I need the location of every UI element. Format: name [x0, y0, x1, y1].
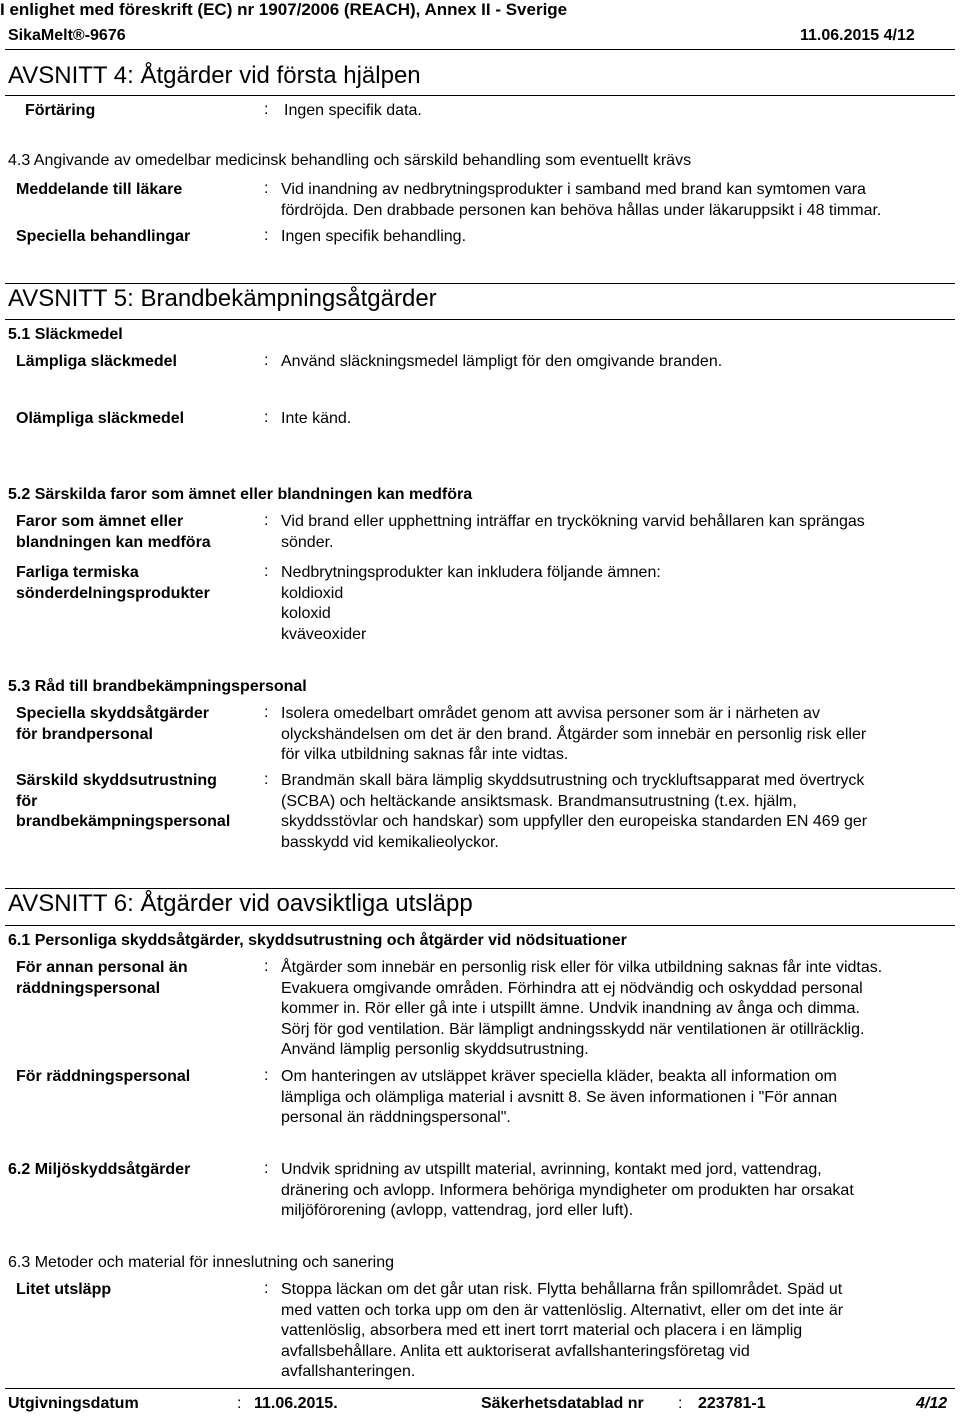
small-spill-colon: :	[264, 1280, 269, 1297]
thermal-products-value: Nedbrytningsprodukter kan inkludera följande ämnen: koldioxid koloxid kväveoxider	[281, 564, 661, 643]
hazards-value: Vid brand eller upphettning inträffar en tryckökning varvid behållaren kan sprängas sönder.	[281, 513, 865, 551]
regulation-header: I enlighet med föreskrift (EC) nr 1907/2006 (REACH), Annex II - Sverige	[0, 0, 568, 19]
non-emergency-colon: :	[264, 958, 269, 975]
section-5-title: AVSNITT 5: Brandbekämpningsåtgärder	[8, 285, 437, 312]
subsection-5-3: 5.3 Råd till brandbekämpningspersonal	[8, 678, 307, 695]
emergency-responders-label: För räddningspersonal	[16, 1068, 191, 1085]
environmental-precautions-colon: :	[264, 1160, 269, 1177]
emergency-responders-colon: :	[264, 1067, 269, 1084]
section-4-title: AVSNITT 4: Åtgärder vid första hjälpen	[8, 62, 421, 89]
hazards-colon: :	[264, 512, 269, 529]
issue-date-colon: :	[237, 1395, 242, 1412]
product-name: SikaMelt®-9676	[8, 27, 126, 44]
protective-actions-value: Isolera omedelbart området genom att avvisa personer som är i närheten av olyckshändelsen om det är den brand. Åtgärder som innebär en personlig risk eller för vilka utbildning saknas får inte vidtas.	[281, 705, 867, 763]
section-6-title: AVSNITT 6: Åtgärder vid oavsiktliga utsläpp	[8, 890, 473, 917]
suitable-media-value: Använd släckningsmedel lämpligt för den omgivande branden.	[281, 353, 723, 370]
protective-equipment-label: Särskild skyddsutrustning för brandbekämpningspersonal	[16, 772, 231, 830]
ingestion-value: Ingen specifik data.	[284, 102, 422, 119]
protective-actions-colon: :	[264, 704, 269, 721]
section-6-top-divider	[5, 888, 955, 889]
subsection-6-3: 6.3 Metoder och material för inneslutning och sanering	[8, 1254, 394, 1271]
header-date-page: 11.06.2015 4/12	[800, 27, 915, 44]
subsection-5-2: 5.2 Särskilda faror som ämnet eller blandningen kan medföra	[8, 486, 473, 503]
protective-actions-label: Speciella skyddsåtgärder för brandpersonal	[16, 705, 209, 743]
section-5-divider	[5, 319, 955, 320]
issue-date-value: 11.06.2015.	[254, 1395, 338, 1412]
suitable-media-colon: :	[264, 352, 269, 369]
special-treatment-colon: :	[264, 227, 269, 244]
footer-divider	[5, 1388, 955, 1389]
environmental-precautions-label: 6.2 Miljöskyddsåtgärder	[8, 1161, 191, 1178]
sds-number-value: 223781-1	[698, 1395, 766, 1412]
issue-date-label: Utgivningsdatum	[8, 1395, 139, 1412]
special-treatment-label: Speciella behandlingar	[16, 228, 191, 245]
note-to-doctor-value: Vid inandning av nedbrytningsprodukter i samband med brand kan symtomen vara fördröjda. Den drabbade personen kan behöva hållas under läkaruppsikt i 48 timmar.	[281, 181, 882, 219]
header-divider	[5, 49, 955, 50]
ingestion-colon: :	[264, 101, 269, 118]
subsection-5-1: 5.1 Släckmedel	[8, 326, 123, 343]
unsuitable-media-colon: :	[264, 409, 269, 426]
protective-equipment-colon: :	[264, 771, 269, 788]
emergency-responders-value: Om hanteringen av utsläppet kräver speciella kläder, beakta all information om lämpliga och olämpliga material i avsnitt 8. Se även informationen i "För annan personal än räddningspersonal".	[281, 1068, 838, 1126]
note-to-doctor-colon: :	[264, 180, 269, 197]
non-emergency-value: Åtgärder som innebär en personlig risk eller för vilka utbildning saknas får inte vidtas. Evakuera omgivande områden. Förhindra att ej nödvändig och oskyddad personal kommer in. Rör eller gå inte i utspillt ämne. Undvik inandning av ånga och dimma. Sörj för god ventilation. Bär lämpligt andningsskydd när ventilationen är otillräcklig. Använd lämplig personlig skyddsutrustning.	[281, 959, 883, 1058]
non-emergency-label: För annan personal än räddningspersonal	[16, 959, 188, 997]
thermal-products-colon: :	[264, 563, 269, 580]
subsection-4-3: 4.3 Angivande av omedelbar medicinsk behandling och särskild behandling som eventuellt krävs	[8, 152, 692, 169]
thermal-products-label: Farliga termiska sönderdelningsprodukter	[16, 564, 210, 602]
unsuitable-media-value: Inte känd.	[281, 410, 352, 427]
ingestion-label: Förtäring	[25, 102, 96, 119]
page-number: 4/12	[916, 1395, 948, 1412]
section-4-divider	[5, 95, 955, 96]
subsection-6-1: 6.1 Personliga skyddsåtgärder, skyddsutrustning och åtgärder vid nödsituationer	[8, 932, 627, 949]
section-6-divider	[5, 925, 955, 926]
unsuitable-media-label: Olämpliga släckmedel	[16, 410, 185, 427]
environmental-precautions-value: Undvik spridning av utspillt material, avrinning, kontakt med jord, vattendrag, dränering och avlopp. Informera behöriga myndigheter om produkten har orsakat miljöförorening (avlopp, vattendrag, jord eller luft).	[281, 1161, 854, 1219]
protective-equipment-value: Brandmän skall bära lämplig skyddsutrustning och tryckluftsapparat med övertryck (SCBA) och heltäckande ansiktsmask. Brandmansutrustning (t.ex. hjälm, skyddsstövlar och handskar) som uppfyller den europeiska standarden EN 469 ger basskydd vid kemikalieolyckor.	[281, 772, 868, 851]
small-spill-label: Litet utsläpp	[16, 1281, 112, 1298]
sds-number-colon: :	[678, 1395, 683, 1412]
section-5-top-divider	[5, 283, 955, 284]
small-spill-value: Stoppa läckan om det går utan risk. Flytta behållarna från spillområdet. Späd ut med vatten och torka upp om den är vattenlöslig. Alternativt, eller om det inte är vattenlöslig, absorbera med ett inert torrt material och placera i en lämplig avfallsbehållare. Anlita ett auktoriserat avfallshanteringsföretag vid avfallshanteringen.	[281, 1281, 844, 1380]
special-treatment-value: Ingen specifik behandling.	[281, 228, 467, 245]
hazards-label: Faror som ämnet eller blandningen kan medföra	[16, 513, 211, 551]
note-to-doctor-label: Meddelande till läkare	[16, 181, 183, 198]
sds-number-label: Säkerhetsdatablad nr	[481, 1395, 644, 1412]
suitable-media-label: Lämpliga släckmedel	[16, 353, 177, 370]
